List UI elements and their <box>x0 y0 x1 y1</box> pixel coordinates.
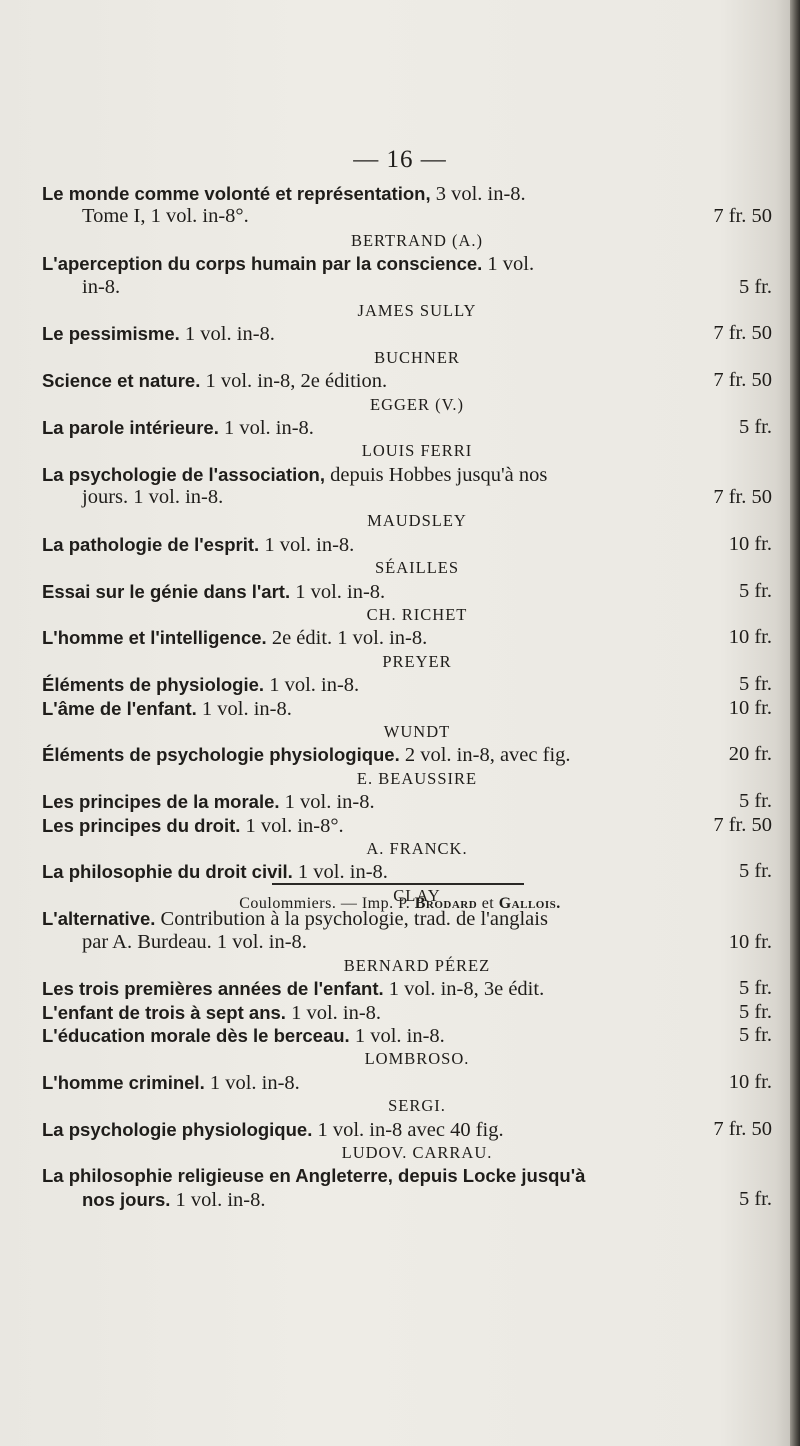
book-price: 5 fr. <box>738 415 772 438</box>
book-entry <box>42 977 772 1000</box>
book-details: 1 vol. in-8°. <box>240 814 344 837</box>
book-title: Le pessimisme. <box>42 323 180 345</box>
book-details: 1 vol. in-8. <box>179 323 275 346</box>
book-details: 1 vol. in-8. <box>259 533 355 556</box>
book-entry-continuation <box>42 205 772 228</box>
book-details: 1 vol. in-8 avec 40 fig. <box>312 1118 504 1141</box>
book-title: La philosophie du droit civil. <box>42 861 293 883</box>
book-price: 7 fr. 50 <box>713 486 772 509</box>
book-price: 7 fr. 50 <box>713 369 772 392</box>
book-price: 5 fr. <box>738 790 772 813</box>
book-entry-continuation <box>42 276 772 299</box>
author-heading: BERTRAND (A.) <box>350 230 484 250</box>
book-details: 1 vol. in-8. <box>279 791 375 814</box>
book-entry <box>42 463 772 486</box>
book-title: La pathologie de l'esprit. <box>42 533 260 555</box>
book-details: 1 vol. in-8, 2e édition. <box>200 370 388 393</box>
author-heading: SERGI. <box>388 1096 446 1116</box>
catalogue-list <box>42 182 772 1211</box>
book-details: Contribution à la psychologie, trad. de l'anglais <box>155 908 548 931</box>
book-details: 1 vol. in-8, 3e édit. <box>383 978 545 1001</box>
book-title: Les principes de la morale. <box>42 791 280 813</box>
page-number: — 16 — <box>353 146 447 173</box>
author-heading: MAUDSLEY <box>367 511 467 531</box>
book-details: Tome I, 1 vol. in-8°. <box>82 205 249 228</box>
book-title: L'enfant de trois à sept ans. <box>42 1001 286 1023</box>
book-title: L'éducation morale dès le berceau. <box>42 1025 350 1047</box>
book-price: 7 fr. 50 <box>713 205 772 228</box>
book-entry <box>42 182 772 205</box>
author-heading: LOMBROSO. <box>364 1049 470 1069</box>
book-entry <box>42 580 772 603</box>
page-edge <box>790 0 800 1446</box>
book-title: La parole intérieure. <box>42 416 219 438</box>
book-title: Les trois premières années de l'enfant. <box>42 978 384 1000</box>
book-details: 1 vol. in-8. <box>264 674 360 697</box>
author-heading: CH. RICHET <box>366 605 468 625</box>
book-price: 5 fr. <box>738 1187 772 1210</box>
author-heading: E. BEAUSSIRE <box>356 768 478 788</box>
imprint-printer-1: Brodard <box>414 895 478 912</box>
book-details: jours. 1 vol. in-8. <box>82 486 224 509</box>
book-title: La psychologie de l'association, <box>42 463 326 485</box>
book-entry <box>42 1024 772 1047</box>
book-entry <box>42 814 772 837</box>
book-details: par A. Burdeau. 1 vol. in-8. <box>82 930 307 953</box>
author-heading: LOUIS FERRI <box>361 441 473 461</box>
book-entry <box>42 369 772 392</box>
book-title: Éléments de physiologie. <box>42 674 265 696</box>
author-heading: LUDOV. CARRAU. <box>341 1143 493 1163</box>
imprint-printer-2: Gallois. <box>498 895 561 912</box>
book-entry <box>42 416 772 439</box>
book-price: 5 fr. <box>738 860 772 883</box>
book-price: 5 fr. <box>738 673 772 696</box>
book-details: 2 vol. in-8, avec fig. <box>399 744 571 767</box>
book-entry <box>42 252 772 275</box>
book-details: depuis Hobbes jusqu'à nos <box>325 463 548 486</box>
book-price: 10 fr. <box>728 930 772 953</box>
book-title: La psychologie physiologique. <box>42 1118 313 1140</box>
author-heading: A. FRANCK. <box>366 838 468 858</box>
author-heading: BERNARD PÉREZ <box>343 955 491 975</box>
book-details: 1 vol. in-8. <box>349 1025 445 1048</box>
book-entry <box>42 626 772 649</box>
book-entry <box>42 743 772 766</box>
book-entry <box>42 322 772 345</box>
book-price: 5 fr. <box>738 1000 772 1023</box>
book-price: 10 fr. <box>728 1070 772 1093</box>
book-entry-continuation <box>42 931 772 954</box>
book-entry <box>42 860 772 883</box>
imprint-city: Coulommiers. — Imp. P. <box>239 895 411 912</box>
book-details: in-8. <box>82 275 121 298</box>
author-heading: JAMES SULLY <box>357 300 477 320</box>
book-price: 10 fr. <box>728 532 772 555</box>
book-price: 7 fr. 50 <box>713 322 772 345</box>
book-entry <box>42 673 772 696</box>
book-price: 7 fr. 50 <box>713 813 772 836</box>
book-title: L'homme criminel. <box>42 1071 205 1093</box>
book-title: Essai sur le génie dans l'art. <box>42 580 291 602</box>
author-heading: EGGER (V.) <box>369 394 465 414</box>
book-title: nos jours. <box>82 1188 171 1210</box>
book-details: 1 vol. in-8. <box>170 1188 266 1211</box>
book-details: 1 vol. in-8. <box>218 416 314 439</box>
book-details: 1 vol. in-8. <box>285 1001 382 1024</box>
book-details: 1 vol. in-8. <box>196 697 292 720</box>
book-details: 1 vol. in-8. <box>292 861 388 884</box>
book-price: 5 fr. <box>738 275 772 298</box>
book-entry-continuation <box>42 1188 772 1211</box>
book-details: 1 vol. in-8. <box>290 580 386 603</box>
book-entry <box>42 1164 772 1187</box>
imprint-line <box>0 895 800 913</box>
book-price: 5 fr. <box>738 579 772 602</box>
book-details: 1 vol. <box>482 253 535 276</box>
author-heading: PREYER <box>382 651 452 671</box>
footer-rule <box>272 883 524 885</box>
book-details: 3 vol. in-8. <box>430 183 526 205</box>
book-title: Science et nature. <box>42 370 201 392</box>
book-price: 20 fr. <box>728 743 772 766</box>
book-title: L'alternative. <box>42 908 156 930</box>
author-heading: SÉAILLES <box>374 558 460 578</box>
book-title: La philosophie religieuse en Angleterre, depuis Locke jusqu'à <box>42 1165 586 1187</box>
author-heading: BUCHNER <box>374 347 460 367</box>
book-price: 5 fr. <box>738 1024 772 1047</box>
book-entry <box>42 1071 772 1094</box>
book-entry-continuation <box>42 486 772 509</box>
book-entry <box>42 790 772 813</box>
book-title: Le monde comme volonté et représentation, <box>42 183 431 204</box>
book-price: 7 fr. 50 <box>713 1117 772 1140</box>
book-details: 2e édit. 1 vol. in-8. <box>266 627 428 650</box>
book-entry <box>42 1001 772 1024</box>
book-price: 10 fr. <box>728 696 772 719</box>
book-entry <box>42 533 772 556</box>
imprint-and: et <box>477 895 499 912</box>
book-price: 5 fr. <box>738 977 772 1000</box>
author-heading: WUNDT <box>383 721 451 741</box>
book-entry <box>42 1118 772 1141</box>
book-title: L'homme et l'intelligence. <box>42 627 267 649</box>
book-title: Éléments de psychologie physiologique. <box>42 744 400 766</box>
book-title: Les principes du droit. <box>42 814 241 836</box>
author-heading: CLAY <box>393 885 441 905</box>
book-title: L'aperception du corps humain par la conscience. <box>42 253 483 275</box>
book-title: L'âme de l'enfant. <box>42 697 197 719</box>
book-entry <box>42 697 772 720</box>
book-price: 10 fr. <box>728 626 772 649</box>
book-details: 1 vol. in-8. <box>204 1071 300 1094</box>
